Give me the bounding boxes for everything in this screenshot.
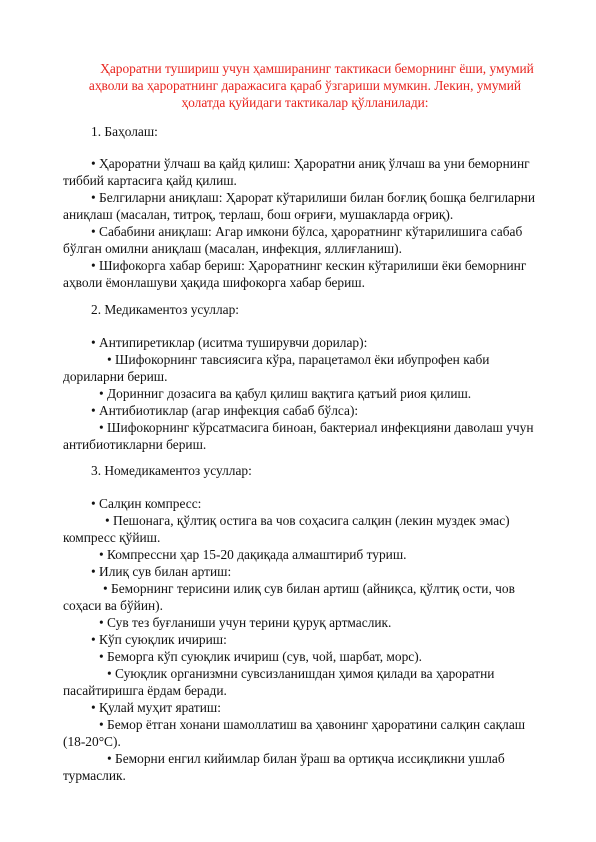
list-item: • Шифокорнинг кўрсатмасига биноан, бактериал инфекцияни даволаш учун антибиотикларни бериш. bbox=[63, 420, 534, 453]
list-item: • Антибиотиклар (агар инфекция сабаб бўлса): bbox=[91, 403, 359, 418]
list-item: • Пешонага, қўлтиқ остига ва чов соҳасига салқин (лекин муздек эмас) компресс қўйиш. bbox=[63, 513, 510, 546]
list-item: • Сабабини аниқлаш: Агар имкони бўлса, ҳароратнинг кўтарилишига сабаб бўлган омилни аниқлаш (масалан, инфекция, яллиғланиш). bbox=[63, 224, 523, 257]
list-item: • Шифокорнинг тавсиясига кўра, парацетамол ёки ибупрофен каби дориларни бериш. bbox=[63, 352, 490, 385]
list-item: • Белгиларни аниқлаш: Ҳарорат кўтарилиши билан боғлиқ бошқа белгиларни аниқлаш (масалан, титроқ, терлаш, бош оғриғи, мушакларда оғриқ). bbox=[63, 190, 535, 223]
list-item: • Салқин компресс: bbox=[91, 496, 202, 511]
section-heading-assessment: 1. Баҳолаш: bbox=[91, 124, 158, 139]
list-item: • Илиқ сув билан артиш: bbox=[91, 564, 232, 579]
list-item: • Сув тез буғланиши учун терини қуруқ артмаслик. bbox=[99, 615, 392, 630]
list-item: • Компрессни ҳар 15-20 дақиқада алмаштириб туриш. bbox=[99, 547, 407, 562]
intro-paragraph: Ҳароратни тушириш учун ҳамширанинг тактикаси беморнинг ёши, умумий аҳволи ва ҳароратнинг даражасига қараб ўзгариши мумкин. Лекин, умумий ҳолатда қуйидаги тактикалар қўлланилади: bbox=[88, 61, 534, 110]
list-item: • Доринниг дозасига ва қабул қилиш вақтига қатъий риоя қилиш. bbox=[99, 386, 472, 401]
list-item: • Беморга кўп суюқлик ичириш (сув, чой, шарбат, морс). bbox=[99, 649, 423, 664]
section-heading-non-medication: 3. Номедикаментоз усуллар: bbox=[91, 463, 252, 478]
list-item: • Қулай муҳит яратиш: bbox=[91, 700, 221, 715]
list-item: • Суюқлик организмни сувсизланишдан ҳимоя қилади ва ҳароратни пасайтиришга ёрдам беради. bbox=[63, 666, 495, 699]
section-heading-medication: 2. Медикаментоз усуллар: bbox=[91, 302, 239, 317]
list-item: • Ҳароратни ўлчаш ва қайд қилиш: Ҳароратни аниқ ўлчаш ва уни беморнинг тиббий картасига қайд қилиш. bbox=[63, 156, 530, 189]
list-item: • Беморни енгил кийимлар билан ўраш ва ортиқча иссиқликни ушлаб турмаслик. bbox=[63, 751, 505, 784]
list-item: • Беморнинг терисини илиқ сув билан артиш (айниқса, қўлтиқ ости, чов соҳаси ва бўйин). bbox=[63, 581, 515, 614]
list-item: • Бемор ётган хонани шамоллатиш ва ҳавонинг ҳароратини салқин сақлаш (18-20°C). bbox=[63, 717, 526, 750]
list-item: • Кўп суюқлик ичириш: bbox=[91, 632, 227, 647]
list-item: • Антипиретиклар (иситма туширувчи дорилар): bbox=[91, 335, 368, 350]
list-item: • Шифокорга хабар бериш: Ҳароратнинг кескин кўтарилиши ёки беморнинг аҳволи ёмонлашуви ҳақида шифокорга хабар бериш. bbox=[63, 258, 527, 291]
